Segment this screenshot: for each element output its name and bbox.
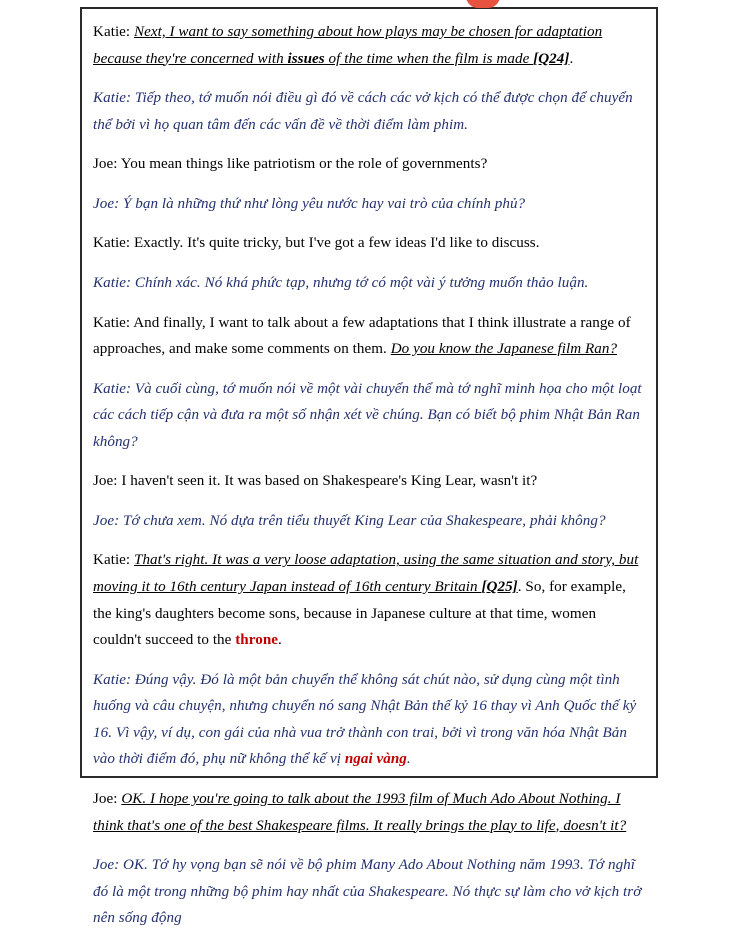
speaker-label: Katie: xyxy=(93,235,131,252)
transcript-paragraph-vi xyxy=(93,191,645,218)
speaker-label: Joe: xyxy=(93,857,120,874)
transcript-paragraph-en xyxy=(93,151,645,178)
speaker-label: Katie: xyxy=(93,314,131,331)
speaker-label: Katie: xyxy=(93,380,132,397)
transcript-paragraph-en xyxy=(93,310,645,363)
transcript-paragraph-en xyxy=(93,547,645,653)
transcript-paragraph-vi xyxy=(93,85,645,138)
speaker-label: Joe: xyxy=(93,512,120,529)
speaker-label: Katie: xyxy=(93,274,132,291)
transcript-paragraph-vi xyxy=(93,667,645,773)
paragraph-underlined-text: Do you know the Japanese film Ran? xyxy=(390,341,618,358)
paragraph-underlined-text: Next, I want to say something about how plays may be chosen for adaptation because they're concerned with issues of the time when the film is made [Q24] xyxy=(93,24,603,67)
transcript-paragraph-en xyxy=(93,786,645,839)
speaker-label: Joe: xyxy=(93,790,118,807)
paragraph-end: . xyxy=(278,632,282,649)
paragraph-tail: . So, for example, the king's daughters become sons, because in Japanese culture at that time, women couldn't succeed to the xyxy=(93,579,626,649)
transcript-body xyxy=(82,9,656,932)
transcript-paragraph-vi xyxy=(93,270,645,297)
paragraph-underlined-text: That's right. It was a very loose adaptation, using the same situation and story, but moving it to 16th century Japan instead of 16th century Britain xyxy=(93,552,639,595)
paragraph-text: Exactly. It's quite tricky, but I've got a few ideas I'd like to discuss. xyxy=(134,235,540,252)
paragraph-tail: . xyxy=(569,50,574,67)
paragraph-text: Chính xác. Nó khá phức tạp, nhưng tớ có một vài ý tưởng muốn thảo luận. xyxy=(134,274,589,291)
speaker-label: Katie: xyxy=(93,552,131,569)
transcript-paragraph-vi xyxy=(93,376,645,456)
paragraph-underlined-text: OK. I hope you're going to talk about the 1993 film of Much Ado About Nothing. I think that's one of the best Shakespeare films. It really brings the play to life, doesn't it? xyxy=(93,790,627,834)
paragraph-text: I haven't seen it. It was based on Shakespeare's King Lear, wasn't it? xyxy=(121,473,538,490)
paragraph-text: Tiếp theo, tớ muốn nói điều gì đó về cách các vở kịch có thể được chọn để chuyển thể bởi vì họ quan tâm đến các vấn đề về thời điểm làm phim. xyxy=(93,90,633,133)
transcript-paragraph-en xyxy=(93,19,645,72)
paragraph-text: OK. Tớ hy vọng bạn sẽ nói về bộ phim Many Ado About Nothing năm 1993. Tớ nghĩ đó là một trong những bộ phim hay nhất của Shakespeare. Nó thực sự làm cho vở kịch trở nên sống động xyxy=(93,857,642,927)
speaker-label: Joe: xyxy=(93,156,118,173)
transcript-paragraph-en xyxy=(93,230,645,257)
paragraph-text: And finally, I want to talk about a few adaptations that I think illustrate a range of approaches, and make some comments on them. xyxy=(93,314,631,358)
transcript-paragraph-vi xyxy=(93,508,645,535)
paragraph-text: Đúng vậy. Đó là một bản chuyển thể không sát chút nào, sử dụng cùng một tình huống và câu chuyện, nhưng chuyển nó sang Nhật Bản thế kỷ 16 thay vì Anh Quốc thế kỷ 16. Vì vậy, ví dụ, con gái của nhà vua trở thành con trai, bởi vì trong văn hóa Nhật Bản vào thời điểm đó, phụ nữ không thể kế vị xyxy=(93,671,637,768)
transcript-paragraph-en xyxy=(93,468,645,495)
paragraph-text: Ý bạn là những thứ như lòng yêu nước hay vai trò của chính phủ? xyxy=(123,195,526,212)
question-tag: [Q24] xyxy=(533,50,570,67)
paragraph-text: Tớ chưa xem. Nó dựa trên tiểu thuyết King Lear của Shakespeare, phải không? xyxy=(123,512,606,529)
speaker-label: Katie: xyxy=(93,24,131,40)
highlighted-keyword: ngai vàng xyxy=(344,751,407,768)
paragraph-text: You mean things like patriotism or the role of governments? xyxy=(120,156,488,173)
bold-keyword: issues xyxy=(287,50,325,67)
paragraph-end: . xyxy=(406,751,411,768)
paragraph-text: Và cuối cùng, tớ muốn nói về một vài chuyển thể mà tớ nghĩ minh họa cho một loạt các cách tiếp cận và đưa ra một số nhận xét về chúng. Bạn có biết bộ phim Nhật Bản Ran không? xyxy=(93,380,642,450)
speaker-label: Joe: xyxy=(93,473,118,490)
highlighted-keyword: throne xyxy=(235,632,279,649)
speaker-label: Katie: xyxy=(93,90,132,107)
document-frame xyxy=(80,7,658,927)
question-tag: [Q25] xyxy=(481,579,518,595)
transcript-paragraph-vi xyxy=(93,852,645,932)
speaker-label: Katie: xyxy=(93,671,132,688)
speaker-label: Joe: xyxy=(93,195,120,212)
